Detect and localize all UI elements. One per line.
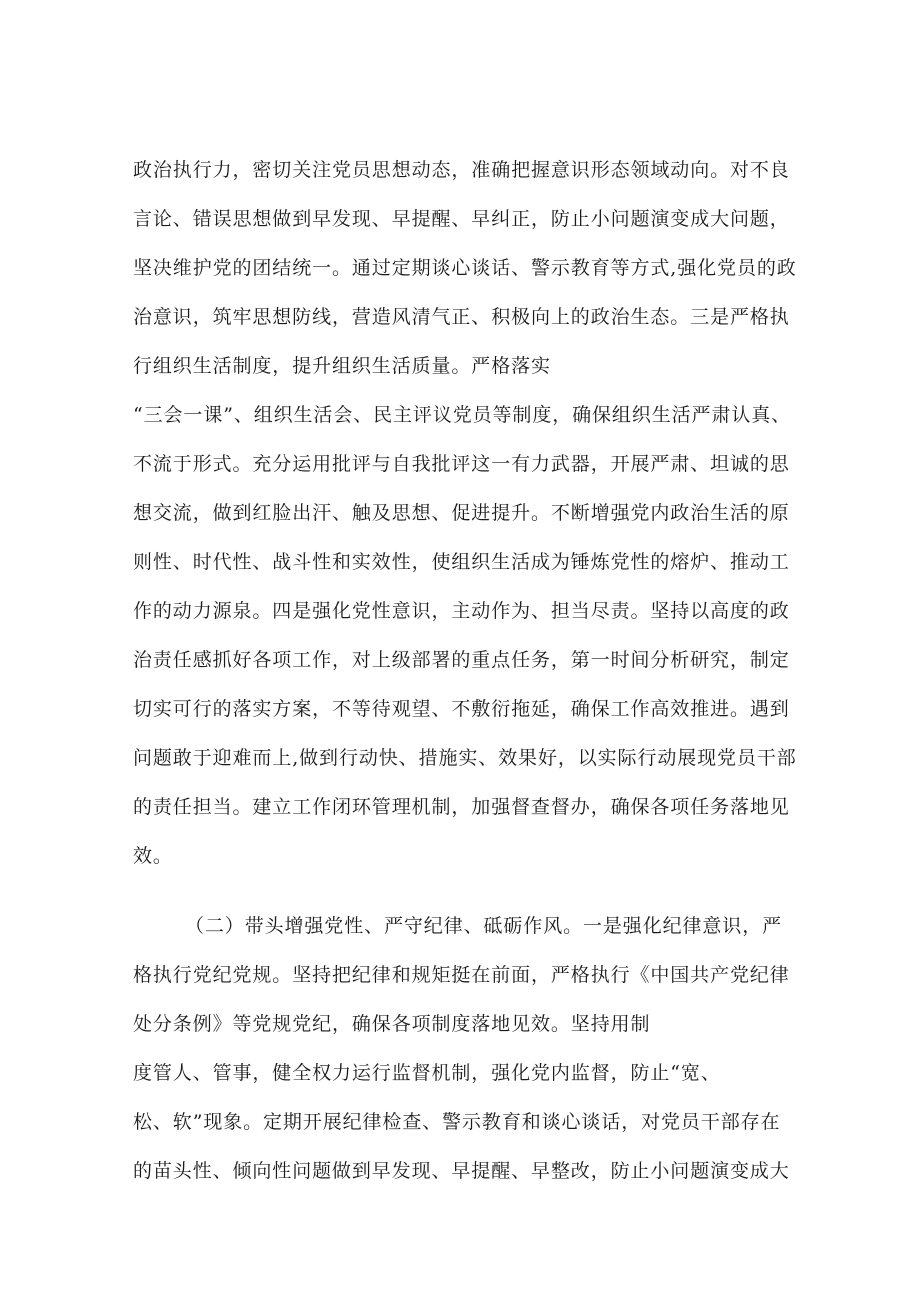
text-line: 度管人、管事，健全权力运行监督机制，强化党内监督，防止“宽、 — [133, 1062, 721, 1084]
text-line: 松、软”现象。定期开展纪律检查、警示教育和谈心谈话，对党员干部存在 — [133, 1111, 781, 1133]
text-line: 言论、错误思想做到早发现、早提醒、早纠正，防止小问题演变成大问题， — [133, 208, 790, 230]
text-line: 切实可行的落实方案，不等待观望、不敷衍拖延，确保工作高效推进。遇到 — [133, 698, 790, 720]
text-line: 则性、时代性、战斗性和实效性，使组织生活成为锤炼党性的熔炉、推动工 — [133, 551, 790, 573]
text-line: 效。 — [133, 845, 173, 867]
text-line: 问题敢于迎难而上,做到行动快、措施实、效果好，以实际行动展现党员干部 — [133, 747, 797, 769]
text-line: 作的动力源泉。四是强化党性意识，主动作为、担当尽责。坚持以高度的政 — [133, 600, 790, 622]
text-line: “三会一课”、组织生活会、民主评议党员等制度，确保组织生活严肃认真、 — [133, 404, 792, 426]
text-line: 不流于形式。充分运用批评与自我批评这一有力武器，开展严肃、坦诚的思 — [133, 453, 790, 475]
text-line: 行组织生活制度，提升组织生活质量。严格落实 — [133, 355, 551, 377]
text-line: 处分条例》等党规党纪，确保各项制度落地见效。坚持用制 — [133, 1013, 651, 1035]
section-heading-line: （二）带头增强党性、严守纪律、砥砺作风。一是强化纪律意识，严 — [185, 915, 783, 937]
text-line: 治责任感抓好各项工作，对上级部署的重点任务，第一时间分析研究，制定 — [133, 649, 790, 671]
text-line: 政治执行力，密切关注党员思想动态，准确把握意识形态领域动向。对不良 — [133, 159, 790, 181]
text-line: 格执行党纪党规。坚持把纪律和规矩挺在前面，严格执行《中国共产党纪律 — [133, 964, 790, 986]
text-line: 坚决维护党的团结统一。通过定期谈心谈话、警示教育等方式,强化党员的政 — [133, 257, 797, 279]
text-line: 治意识，筑牢思想防线，营造风清气正、积极向上的政治生态。三是严格执 — [133, 306, 790, 328]
text-line: 的苗头性、倾向性问题做到早发现、早提醒、早整改，防止小问题演变成大 — [133, 1160, 790, 1182]
text-line: 想交流，做到红脸出汗、触及思想、促进提升。不断增强党内政治生活的原 — [133, 502, 790, 524]
text-line: 的责任担当。建立工作闭环管理机制，加强督查督办，确保各项任务落地见 — [133, 796, 790, 818]
